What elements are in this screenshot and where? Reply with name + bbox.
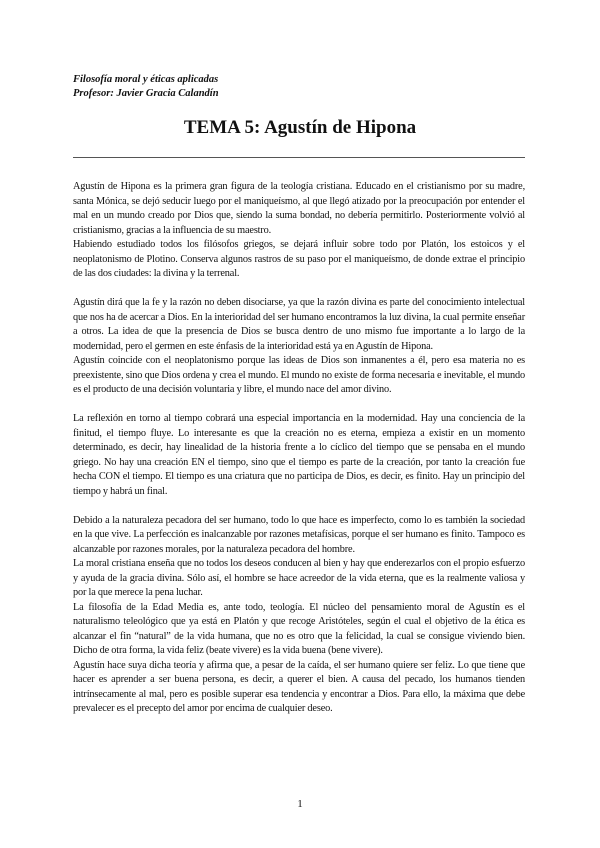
paragraph-8: La filosofía de la Edad Media es, ante todo, teología. El núcleo del pensamiento moral de Agustín es el naturalismo teleológico que ya está en Platón y que recoge Aristóteles, según el cual el objetivo de la ética es alcanzar el fin “natural” de la vida humana, que no es otro que la felicidad, la cual se consigue viviendo bien. Dicho de otra forma, la vida feliz (beate vivere) es la vida buena (bene vivere). [73,601,525,656]
document-header [73,73,533,101]
paragraph-6: Debido a la naturaleza pecadora del ser humano, todo lo que hace es imperfecto, como lo es también la sociedad en la que vive. La perfección es inalcanzable por razones metafísicas, porque el ser humano es finito. Tampoco es alcanzable por razones morales, por la naturaleza pecadora del hombre. [73,514,525,555]
course-name: Filosofía moral y éticas aplicadas [73,74,219,85]
paragraph-9: Agustín hace suya dicha teoría y afirma que, a pesar de la caída, el ser humano quiere ser feliz. Lo que tiene que hacer es aprender a ser buena persona, es decir, a querer el bien. A causa del pecado, los humanos tienden intrínsecamente al mal, pero es posible superar esa tendencia y encontrar a Dios. Para ello, la máxima que debe prevalecer es el precepto del amor por encima de cualquier deseo. [73,659,525,714]
paragraph-1: Agustín de Hipona es la primera gran figura de la teología cristiana. Educado en el cristianismo por su madre, santa Mónica, se dejó seducir luego por el maniqueísmo, al que llegó atizado por la preocupación por entender el mal en un mundo creado por Dios que, siendo la suma bondad, no debería permitirlo. Posteriormente volvió al cristianismo, gracias a la influencia de su maestro. [73,181,525,236]
document-title: TEMA 5: Agustín de Hipona [183,117,417,138]
title-divider [73,157,525,158]
paragraph-2: Habiendo estudiado todos los filósofos griegos, se dejará influir sobre todo por Platón, los estoicos y el neoplatonismo de Plotino. Conserva algunos rastros de su paso por el maniqueísmo, de donde extrae el principio de las dos ciudades: la divina y la terrenal. [73,239,525,279]
paragraph-3: Agustín dirá que la fe y la razón no deben disociarse, ya que la razón divina es parte del conocimiento intelectual que nos ha de acercar a Dios. En la interioridad del ser humano encontramos la luz divina, la cual permite enseñar a otros. La idea de que la presencia de Dios se busca dentro de uno mismo fue importante a lo largo de la modernidad, pero el germen en este énfasis de la interioridad está ya en Agustín de Hipona. [73,297,525,352]
page-number: 1 [297,798,303,810]
paragraph-7: La moral cristiana enseña que no todos los deseos conducen al bien y hay que enderezarlos con el propio esfuerzo y ayuda de la gracia divina. Sólo así, el hombre se hace acreedor de la vida eterna, que es la realmente valiosa y por la que merece la pena luchar. [73,558,525,598]
professor-name: Profesor: Javier Gracia Calandín [73,88,219,99]
paragraph-5: La reflexión en torno al tiempo cobrará una especial importancia en la modernidad. Hay una conciencia de la finitud, el tiempo fluye. Lo interesante es que la creación no es eterna, empieza a existir en un momento determinado, es decir, hay linealidad de la historia frente a lo cíclico del tiempo que se pensaba en el mundo griego. No hay una creación EN el tiempo, sino que el tiempo es parte de la creación, por tanto la creación fue hecha CON el tiempo. El tiempo es una criatura que no participa de Dios, es decir, es finito. Hay un principio del tiempo y habrá un final. [73,413,525,497]
document-body [73,180,525,717]
paragraph-4: Agustín coincide con el neoplatonismo porque las ideas de Dios son inmanentes a él, pero esa materia no es preexistente, sino que Dios ordena y crea el mundo. El mundo no existe de forma necesaria e inevitable, el mundo es el producto de una decisión voluntaria y libre, el mundo nace del amor divino. [73,355,525,395]
